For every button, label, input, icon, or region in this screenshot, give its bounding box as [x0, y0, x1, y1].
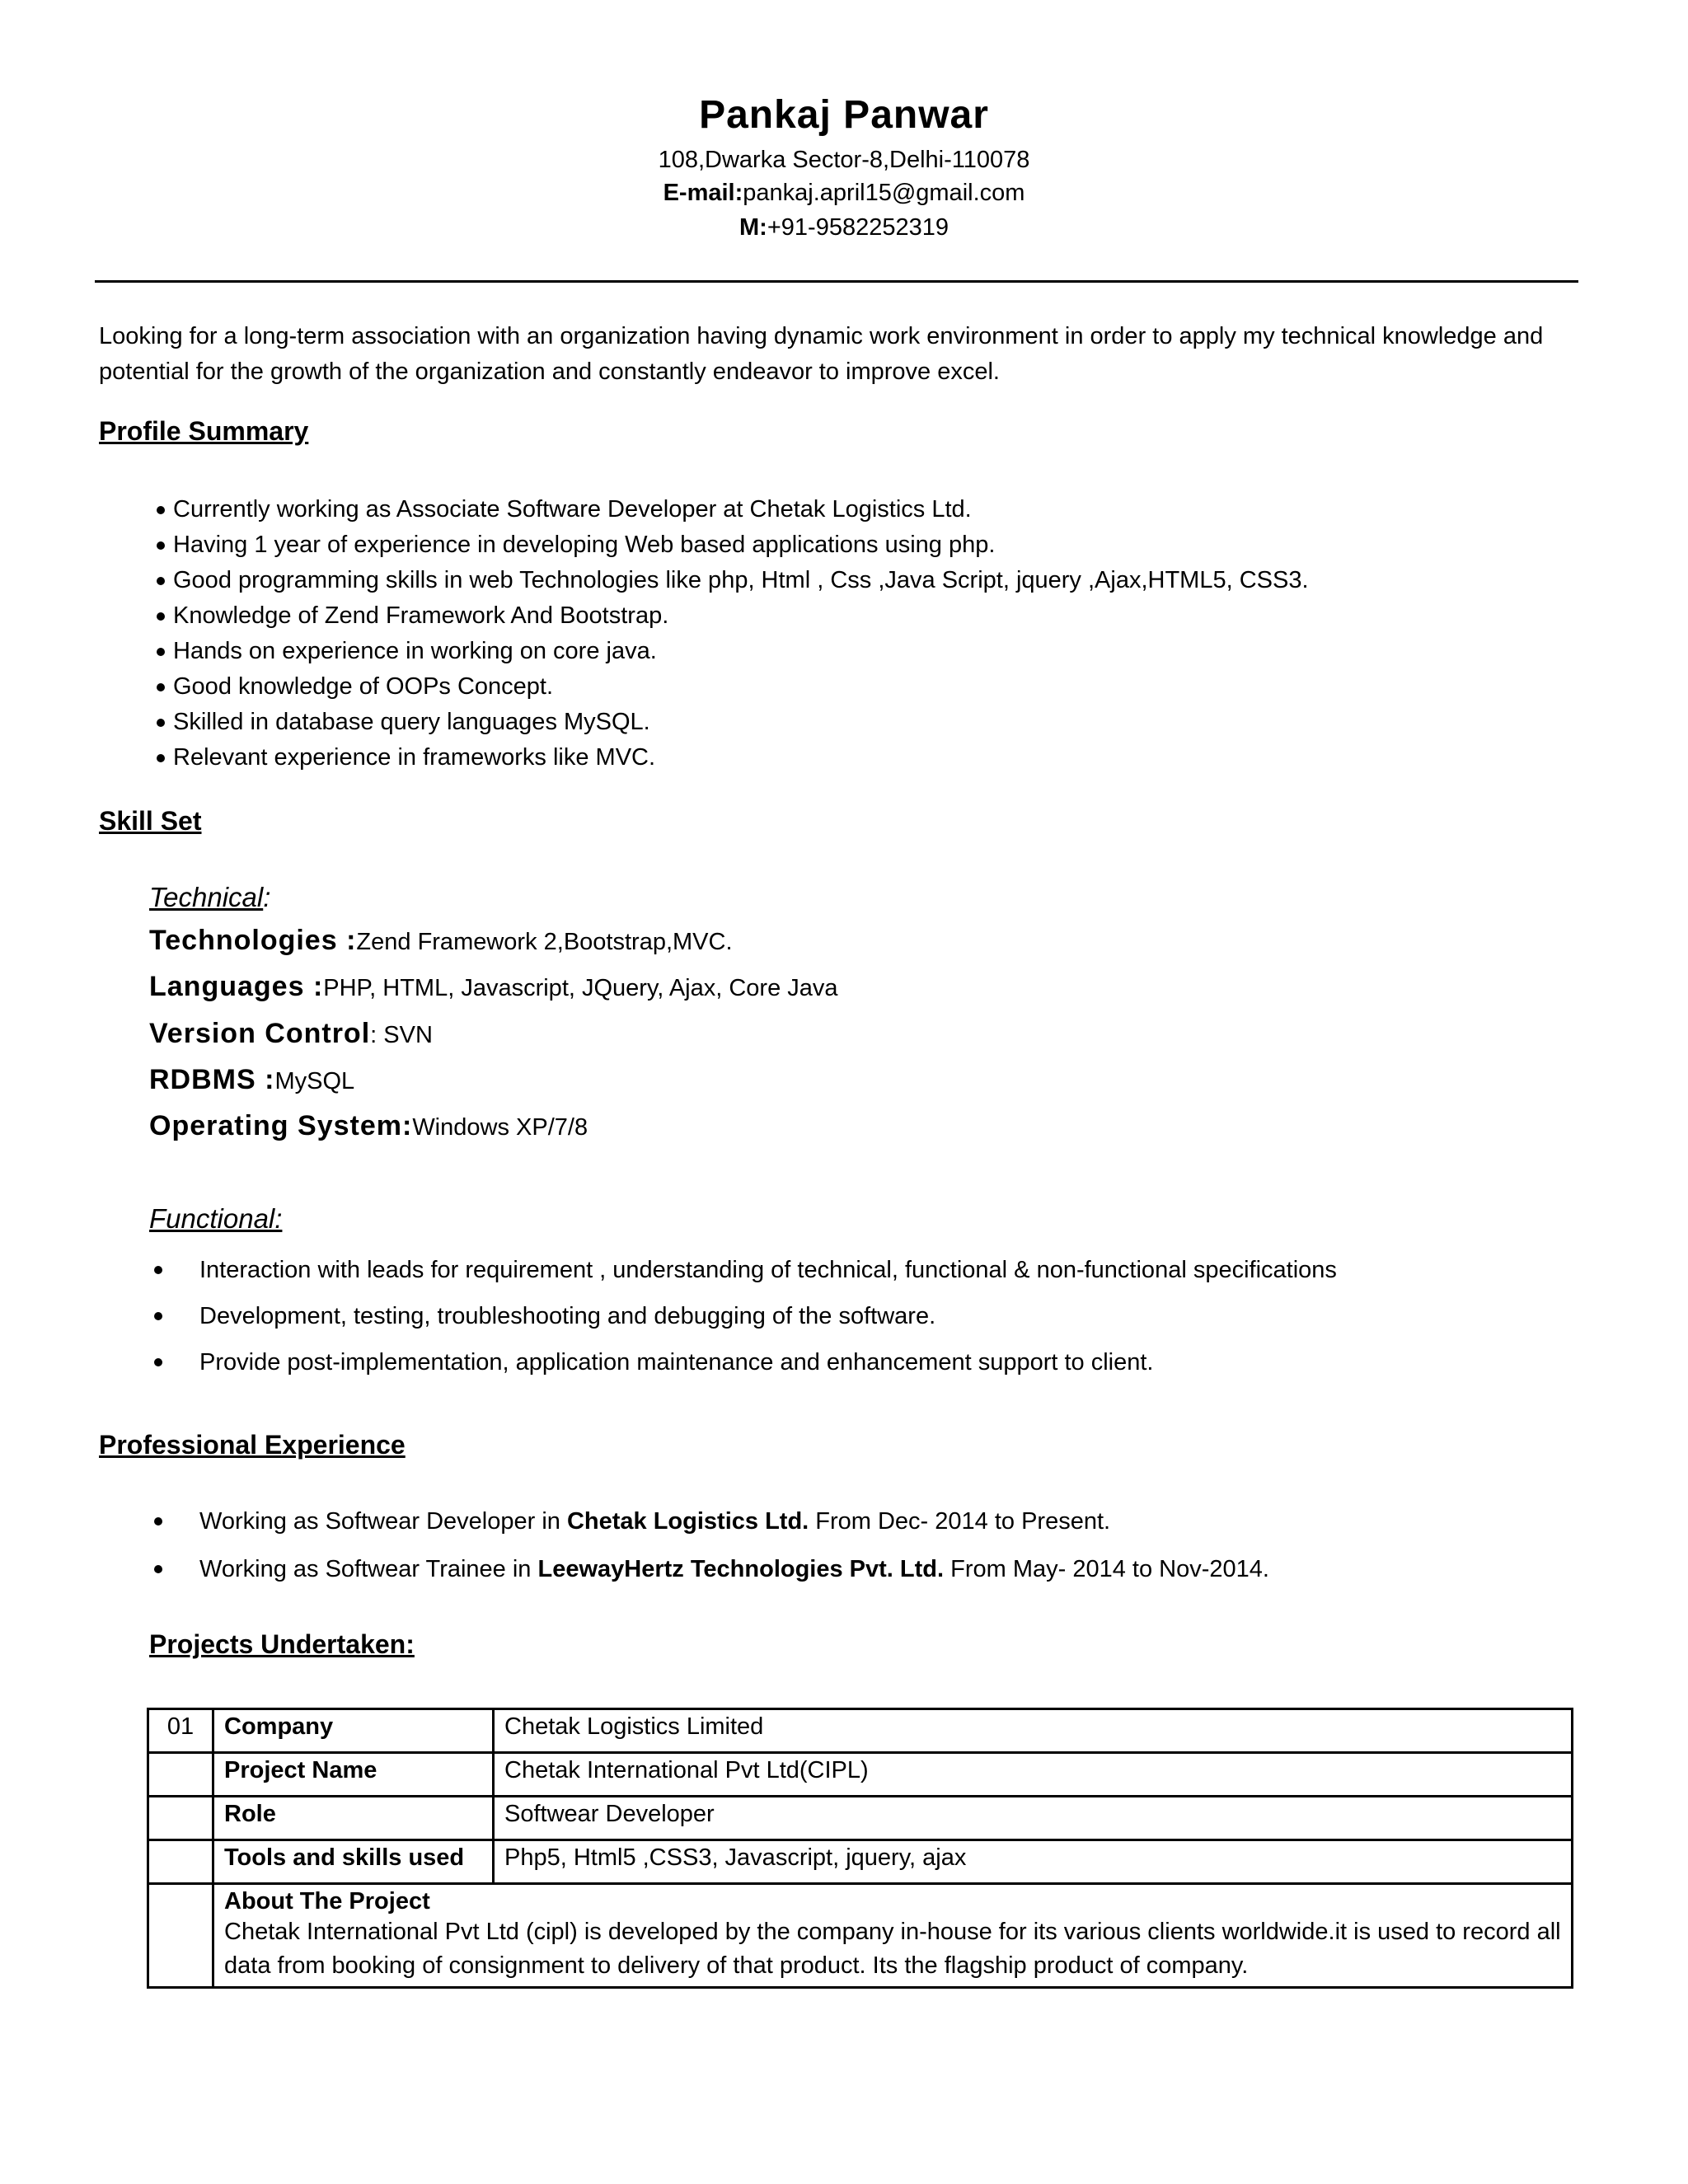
skill-row-operating-system: Operating System:Windows XP/7/8: [149, 1110, 588, 1141]
objective-text: Looking for a long-term association with an organization having dynamic work environment in order to apply my technical knowledge and potential for the growth of the organization and constantly endeavor to improve excel.: [99, 323, 1544, 385]
experience-title: Professional Experience: [99, 1430, 406, 1460]
table-row: [148, 1709, 1573, 1753]
mobile-label: M:: [739, 214, 767, 241]
list-item: Skilled in database query languages MySQL.: [173, 705, 1309, 740]
bullet-icon: [157, 719, 165, 727]
bullet-icon: [157, 754, 165, 762]
row-value: Chetak Logistics Limited: [494, 1709, 1573, 1753]
list-item: Interaction with leads for requirement , understanding of technical, functional & non-functional specifications: [199, 1250, 1337, 1296]
bullet-icon: [157, 683, 165, 691]
about-project-cell: [213, 1884, 1573, 1988]
skill-row-rdbms: RDBMS :MySQL: [149, 1064, 355, 1095]
company-name: Chetak Logistics Ltd.: [566, 1508, 809, 1535]
profile-summary-list: [173, 492, 1309, 776]
bullet-icon: [154, 1312, 162, 1320]
company-name: LeewayHertz Technologies Pvt. Ltd.: [537, 1556, 945, 1582]
about-project-title: About The Project: [224, 1888, 430, 1915]
functional-subheading: Functional:: [149, 1203, 283, 1234]
skill-row-languages: Languages :PHP, HTML, Javascript, JQuery, Ajax, Core Java: [149, 971, 838, 1002]
skill-key: RDBMS: [149, 1064, 265, 1095]
skill-value: Zend Framework 2,Bootstrap,MVC.: [356, 929, 733, 955]
skill-value: Windows XP/7/8: [412, 1114, 588, 1141]
experience-list: [199, 1502, 1269, 1597]
table-row: [148, 1797, 1573, 1840]
bullet-icon: [157, 577, 165, 585]
table-row: [148, 1753, 1573, 1797]
row-value: Chetak International Pvt Ltd(CIPL): [494, 1753, 1573, 1797]
skill-set-title: Skill Set: [99, 806, 202, 836]
email-label: E-mail:: [663, 180, 743, 206]
list-item: Good programming skills in web Technologies like php, Html , Css ,Java Script, jquery ,Ajax,HTML5, CSS3.: [173, 563, 1309, 598]
projects-title: Projects Undertaken:: [149, 1629, 415, 1659]
table-row: [148, 1884, 1573, 1988]
skill-row-version-control: Version Control: SVN: [149, 1018, 433, 1049]
skill-key: Version Control: [149, 1018, 371, 1049]
list-item: Working as Softwear Trainee in LeewayHertz Technologies Pvt. Ltd. From May- 2014 to Nov-2014.: [199, 1549, 1269, 1597]
project-table: [147, 1708, 1573, 1989]
mobile-number: +91-9582252319: [767, 214, 949, 241]
bullet-icon: [157, 506, 165, 514]
list-item: Hands on experience in working on core java.: [173, 634, 1309, 669]
list-item: Having 1 year of experience in developing Web based applications using php.: [173, 527, 1309, 563]
list-item: Good knowledge of OOPs Concept.: [173, 669, 1309, 705]
technical-subheading: Technical:: [149, 882, 271, 912]
project-number: 01: [148, 1709, 213, 1753]
email-address: pankaj.april15@gmail.com: [743, 180, 1025, 206]
bullet-icon: [157, 648, 165, 656]
row-value: Php5, Html5 ,CSS3, Javascript, jquery, ajax: [494, 1840, 1573, 1884]
list-item: Relevant experience in frameworks like MVC.: [173, 740, 1309, 776]
skill-value: SVN: [383, 1022, 433, 1048]
row-label: Company: [213, 1709, 494, 1753]
skill-row-technologies: Technologies :Zend Framework 2,Bootstrap,MVC.: [149, 925, 733, 956]
skill-key: Languages: [149, 971, 313, 1002]
candidate-name: Pankaj Panwar: [699, 93, 989, 137]
table-row: [148, 1840, 1573, 1884]
skill-key: Operating System: [149, 1110, 402, 1141]
email-line: [0, 180, 1688, 207]
list-item: Currently working as Associate Software Developer at Chetak Logistics Ltd.: [173, 492, 1309, 527]
bullet-icon: [154, 1565, 162, 1573]
list-item: Knowledge of Zend Framework And Bootstrap.: [173, 598, 1309, 634]
mobile-line: [0, 214, 1688, 241]
bullet-icon: [157, 612, 165, 621]
bullet-icon: [157, 541, 165, 550]
skill-value: PHP, HTML, Javascript, JQuery, Ajax, Core Java: [323, 975, 838, 1001]
list-item: Working as Softwear Developer in Chetak Logistics Ltd. From Dec- 2014 to Present.: [199, 1502, 1269, 1549]
row-label: Role: [213, 1797, 494, 1840]
header-divider: [95, 280, 1578, 283]
about-project-text: Chetak International Pvt Ltd (cipl) is developed by the company in-house for its various clients worldwide.it is used to record all data from booking of consignment to delivery of that product. Its the flagship product of company.: [224, 1919, 1561, 1979]
list-item: Development, testing, troubleshooting and debugging of the software.: [199, 1296, 1337, 1343]
row-label: Project Name: [213, 1753, 494, 1797]
row-value: Softwear Developer: [494, 1797, 1573, 1840]
skill-value: MySQL: [274, 1068, 355, 1094]
bullet-icon: [154, 1266, 162, 1274]
bullet-icon: [154, 1517, 162, 1526]
list-item: Provide post-implementation, application maintenance and enhancement support to client.: [199, 1343, 1337, 1389]
profile-summary-title: Profile Summary: [99, 416, 309, 446]
row-label: Tools and skills used: [213, 1840, 494, 1884]
skill-key: Technologies: [149, 925, 347, 956]
address: 108,Dwarka Sector-8,Delhi-110078: [658, 147, 1030, 173]
functional-list: [199, 1250, 1337, 1389]
bullet-icon: [154, 1358, 162, 1366]
